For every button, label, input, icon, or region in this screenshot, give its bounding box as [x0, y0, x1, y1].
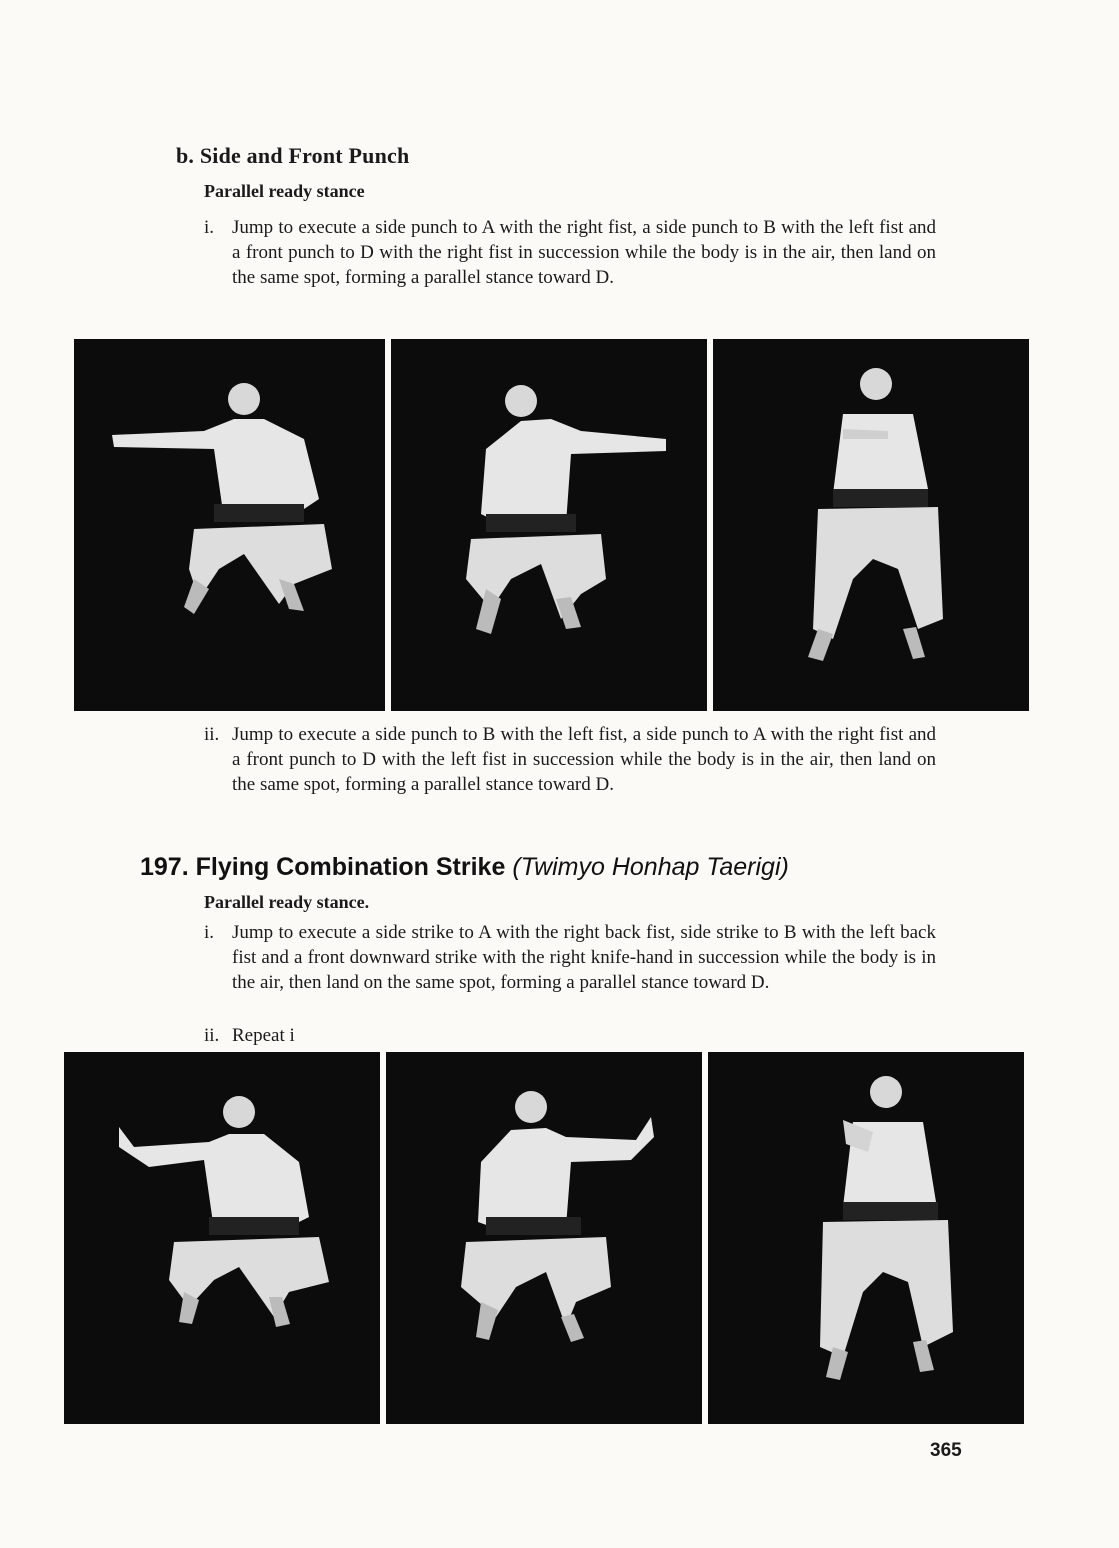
step-number: i.: [204, 922, 215, 943]
step-number: ii.: [204, 1025, 220, 1046]
section-title: Flying Combination Strike: [195, 853, 506, 881]
step-197-2: [204, 1023, 936, 1048]
subsection-title: b. Side and Front Punch: [176, 143, 410, 168]
photo-front-punch: [713, 339, 1029, 711]
step-b-1: [204, 215, 936, 290]
photo-side-punch-left: [391, 339, 707, 711]
stance-label-b: Parallel ready stance: [204, 181, 365, 201]
photo-back-fist-right: [64, 1052, 380, 1424]
section-transliteration: (Twimyo Honhap Taerigi): [512, 853, 789, 881]
photo-side-punch-right: [74, 339, 385, 711]
photo-row-2: [64, 1052, 1024, 1424]
section-heading: [140, 853, 789, 882]
step-197-1: [204, 920, 936, 995]
photo-row-1: [74, 339, 1029, 711]
step-text: Repeat i: [232, 1025, 295, 1046]
section-number: 197.: [140, 853, 189, 881]
page-number: 365: [930, 1440, 962, 1461]
photo-knife-hand-strike: [708, 1052, 1024, 1424]
step-number: ii.: [204, 724, 220, 745]
step-text: Jump to execute a side punch to B with the left fist, a side punch to A with the right fist and a front punch to D with the left fist in succession while the body is in the air, then land on the same spot, forming a parallel stance toward D.: [232, 724, 936, 795]
photo-back-fist-left: [386, 1052, 702, 1424]
step-b-2: [204, 722, 936, 797]
step-text: Jump to execute a side strike to A with the right back fist, side strike to B with the left back fist and a front downward strike with the right knife-hand in succession while the body is in the air, then land on the same spot, forming a parallel stance toward D.: [232, 922, 936, 993]
stance-label-197: Parallel ready stance.: [204, 892, 370, 912]
step-text: Jump to execute a side punch to A with the right fist, a side punch to B with the left fist and a front punch to D with the right fist in succession while the body is in the air, then land on the same spot, forming a parallel stance toward D.: [232, 217, 936, 288]
step-number: i.: [204, 217, 215, 238]
